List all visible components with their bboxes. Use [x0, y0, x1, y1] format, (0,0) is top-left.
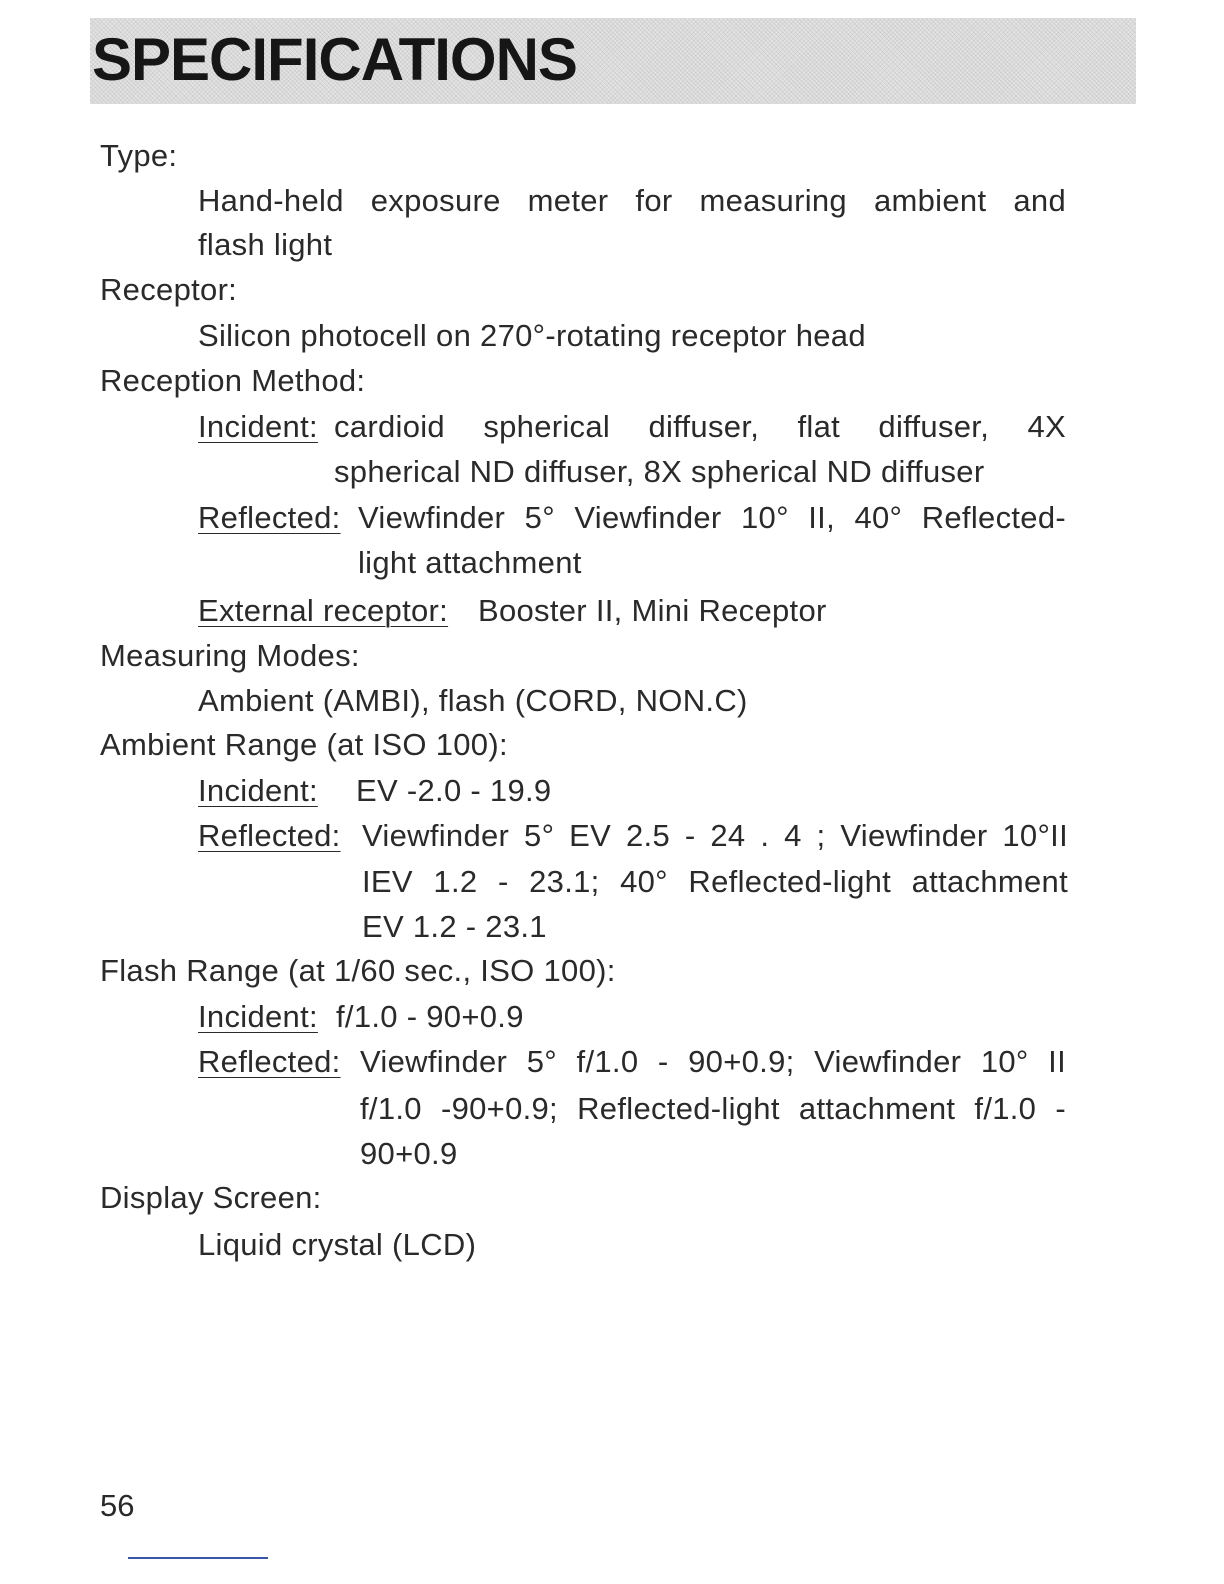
page-number: 56	[100, 1488, 135, 1523]
measuring-modes-text: Ambient (AMBI), flash (CORD, NON.C)	[198, 683, 748, 718]
ambient-reflected-label: Reflected:	[198, 818, 341, 853]
type-text-line2: flash light	[198, 227, 333, 262]
ambient-reflected-line2: IEV 1.2 - 23.1; 40° Reflected-light attachment	[362, 864, 1068, 899]
flash-incident-line1: f/1.0 - 90+0.9	[336, 999, 524, 1034]
flash-reflected-label: Reflected:	[198, 1044, 341, 1079]
flash-reflected-line1: Viewfinder 5° f/1.0 - 90+0.9; Viewfinder 10° II	[360, 1044, 1066, 1079]
reception-reflected-line2: light attachment	[358, 545, 582, 580]
reception-method-heading: Reception Method:	[100, 363, 366, 398]
reception-external-label: External receptor:	[198, 593, 449, 628]
flash-reflected-line3: 90+0.9	[360, 1136, 458, 1171]
receptor-text: Silicon photocell on 270°-rotating receptor head	[198, 318, 866, 353]
ambient-reflected-line3: EV 1.2 - 23.1	[362, 909, 547, 944]
flash-incident-label: Incident:	[198, 999, 318, 1034]
footer-rule	[128, 1557, 268, 1559]
reception-incident-line2: spherical ND diffuser, 8X spherical ND diffuser	[334, 454, 985, 489]
reception-reflected-label: Reflected:	[198, 500, 341, 535]
ambient-reflected-line1: Viewfinder 5° EV 2.5 - 24 . 4 ; Viewfinder 10°II	[362, 818, 1068, 853]
display-screen-heading: Display Screen:	[100, 1180, 322, 1215]
reception-incident-line1: cardioid spherical diffuser, flat diffuser, 4X	[334, 409, 1066, 444]
flash-range-heading: Flash Range (at 1/60 sec., ISO 100):	[100, 953, 616, 988]
reception-reflected-line1: Viewfinder 5° Viewfinder 10° II, 40° Reflected-	[358, 500, 1066, 535]
type-heading: Type:	[100, 138, 178, 173]
flash-reflected-line2: f/1.0 -90+0.9; Reflected-light attachment f/1.0 -	[360, 1091, 1066, 1126]
receptor-heading: Receptor:	[100, 272, 238, 307]
ambient-incident-line1: EV -2.0 - 19.9	[356, 773, 552, 808]
ambient-incident-label: Incident:	[198, 773, 318, 808]
reception-incident-label: Incident:	[198, 409, 318, 444]
display-screen-text: Liquid crystal (LCD)	[198, 1227, 477, 1262]
ambient-range-heading: Ambient Range (at ISO 100):	[100, 727, 508, 762]
page-title: SPECIFICATIONS	[92, 26, 577, 93]
reception-external-line1: Booster II, Mini Receptor	[478, 593, 827, 628]
type-text-line1: Hand-held exposure meter for measuring ambient and	[198, 183, 1066, 218]
measuring-modes-heading: Measuring Modes:	[100, 638, 360, 673]
